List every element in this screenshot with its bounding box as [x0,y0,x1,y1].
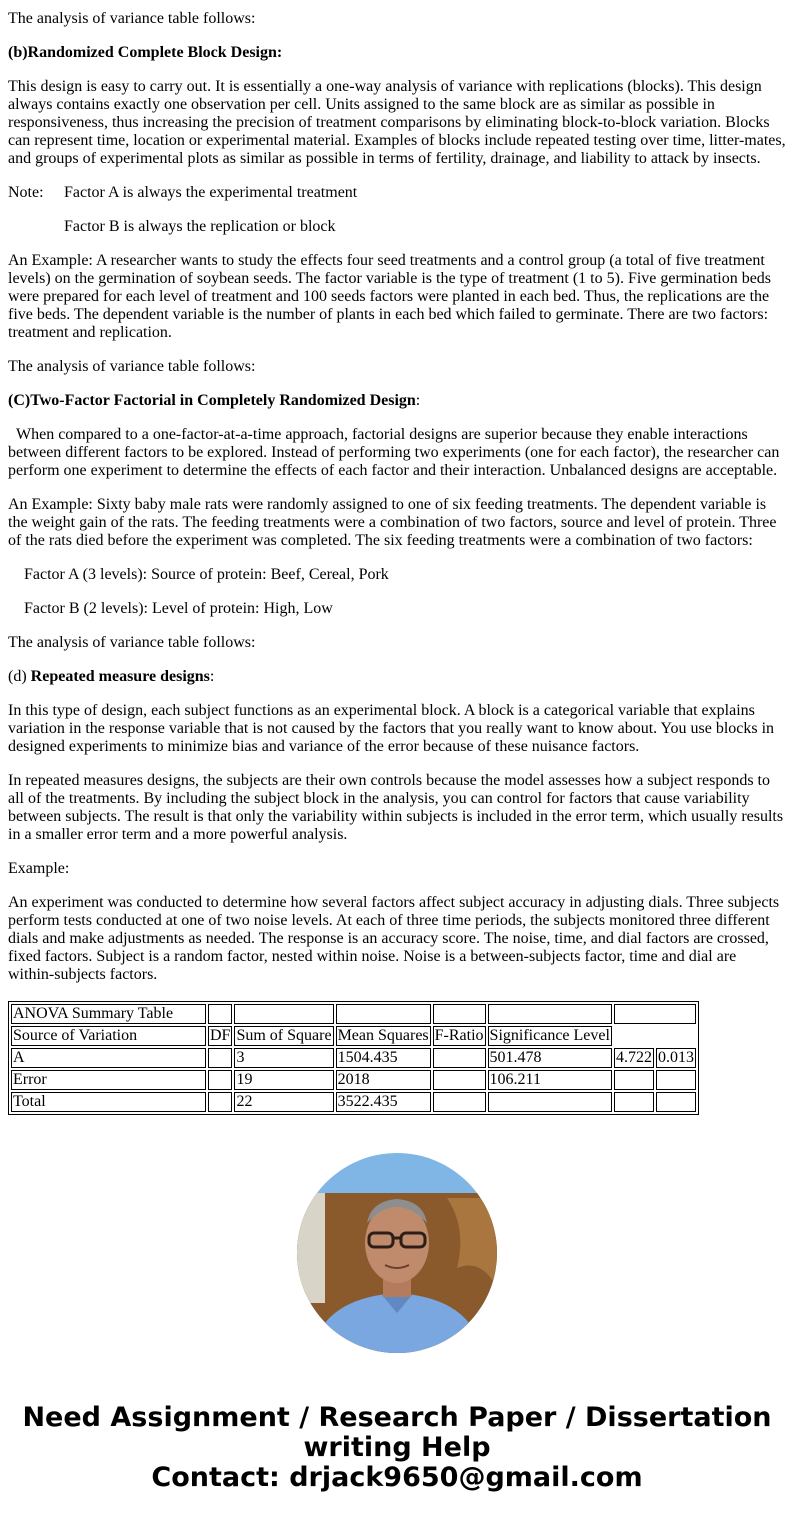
table-title-row [11,1004,696,1024]
table-row: Error 19 2018 106.211 [11,1070,696,1090]
header-df: DF [210,1027,231,1044]
portrait-image [297,1153,497,1353]
table-row: A 3 1504.435 501.478 4.722 0.013 [13,1049,694,1066]
table-header-row [11,1026,696,1046]
header-ss: Sum of Square [236,1027,332,1044]
section-c-analysis-text: The analysis of variance table follows: [8,634,256,651]
section-b-body: This design is easy to carry out. It is essentially a one-way analysis of variance with replications (blocks). This design always contains exactly one observation per cell. Units assigned to the same block are as similar as possible in responsiveness, thus increasing the precision of treatment comparisons by eliminating block-to-block variation. Blocks can represent time, location or experimental material. Examples of blocks include repeated testing over time, litter-mates, and groups of experimental plots as similar as possible in terms of fertility, drainage, and liability to attack by insects. [8,78,786,167]
anova-summary-table [8,1001,699,1115]
section-d-heading: (d) Repeated measure designs: [8,668,215,685]
section-d-example: An experiment was conducted to determine how several factors affect subject accuracy in adjusting dials. Three subjects perform tests conducted at one of two noise levels. At each of three time periods, the subjects monitored three different dials and make adjustments as needed. The response is an accuracy score. The noise, time, and dial factors are crossed, fixed factors. Subject is a random factor, nested within noise. Noise is a between-subjects factor, time and dial are within-subjects factors. [8,894,780,983]
factor-a-text: Factor A (3 levels): Source of protein: Beef, Cereal, Pork [24,566,389,583]
section-d-body-1: In this type of design, each subject functions as an experimental block. A block is a categorical variable that explains variation in the response variable that is not caused by the factors that you really want to know about. You use blocks in designed experiments to minimize bias and variance of the error because of these nuisance factors. [8,702,775,755]
header-sig: Significance Level [489,1027,610,1044]
document-body [8,0,786,984]
factor-b-text: Factor B (2 levels): Level of protein: High, Low [24,600,333,617]
section-c-body: When compared to a one-factor-at-a-time approach, factorial designs are superior because they enable interactions between different factors to be explored. Instead of performing two experiments (one for each factor), the researcher can perform one experiment to determine the effects of each factor and their interaction. Unbalanced designs are acceptable. [8,426,784,479]
note-line-b: Factor B is always the replication or block [64,218,336,235]
section-c-heading: (C)Two-Factor Factorial in Completely Randomized Design: [8,392,421,409]
section-b-example: An Example: A researcher wants to study the effects four seed treatments and a control group (a total of five treatment levels) on the germination of soybean seeds. The factor variable is the type of treatment (1 to 5). Five germination beds were prepared for each level of treatment and 100 seeds factors were planted in each bed. Thus, the replications are the five beds. The dependent variable is the number of plants in each bed which failed to germinate. There are two factors: treatment and replication. [8,252,772,341]
table-row: Total 22 3522.435 [11,1092,696,1112]
header-source: Source of Variation [11,1026,206,1046]
section-b-analysis-text: The analysis of variance table follows: [8,358,256,375]
header-f: F-Ratio [434,1027,484,1044]
table-title: ANOVA Summary Table [11,1004,206,1024]
section-c-example: An Example: Sixty baby male rats were randomly assigned to one of six feeding treatments. The dependent variable is the weight gain of the rats. The feeding treatments were a combination of two factors, source and level of protein. Three of the rats died before the experiment was completed. The six feeding treatments were a combination of two factors: [8,496,777,549]
promo-footer [0,1403,794,1493]
header-ms: Mean Squares [337,1027,429,1044]
section-b-heading: (b)Randomized Complete Block Design: [8,44,283,61]
section-d-body-2: In repeated measures designs, the subjects are their own controls because the model assesses how a subject responds to all of the treatments. By including the subject block in the analysis, you can control for factors that cause variability between subjects. The result is that only the variability within subjects is included in the error term, which usually results in a smaller error term and a more powerful analysis. [8,772,784,843]
footer-contact: Contact: drjack9650@gmail.com [151,1462,643,1493]
footer-line-2: writing Help [303,1432,491,1463]
author-photo [297,1153,497,1353]
footer-line-1: Need Assignment / Research Paper / Dissertation [22,1402,772,1433]
example-label: Example: [8,860,70,877]
intro-analysis-text: The analysis of variance table follows: [8,10,256,27]
note-line-a: Note: Factor A is always the experimental treatment [8,184,358,201]
